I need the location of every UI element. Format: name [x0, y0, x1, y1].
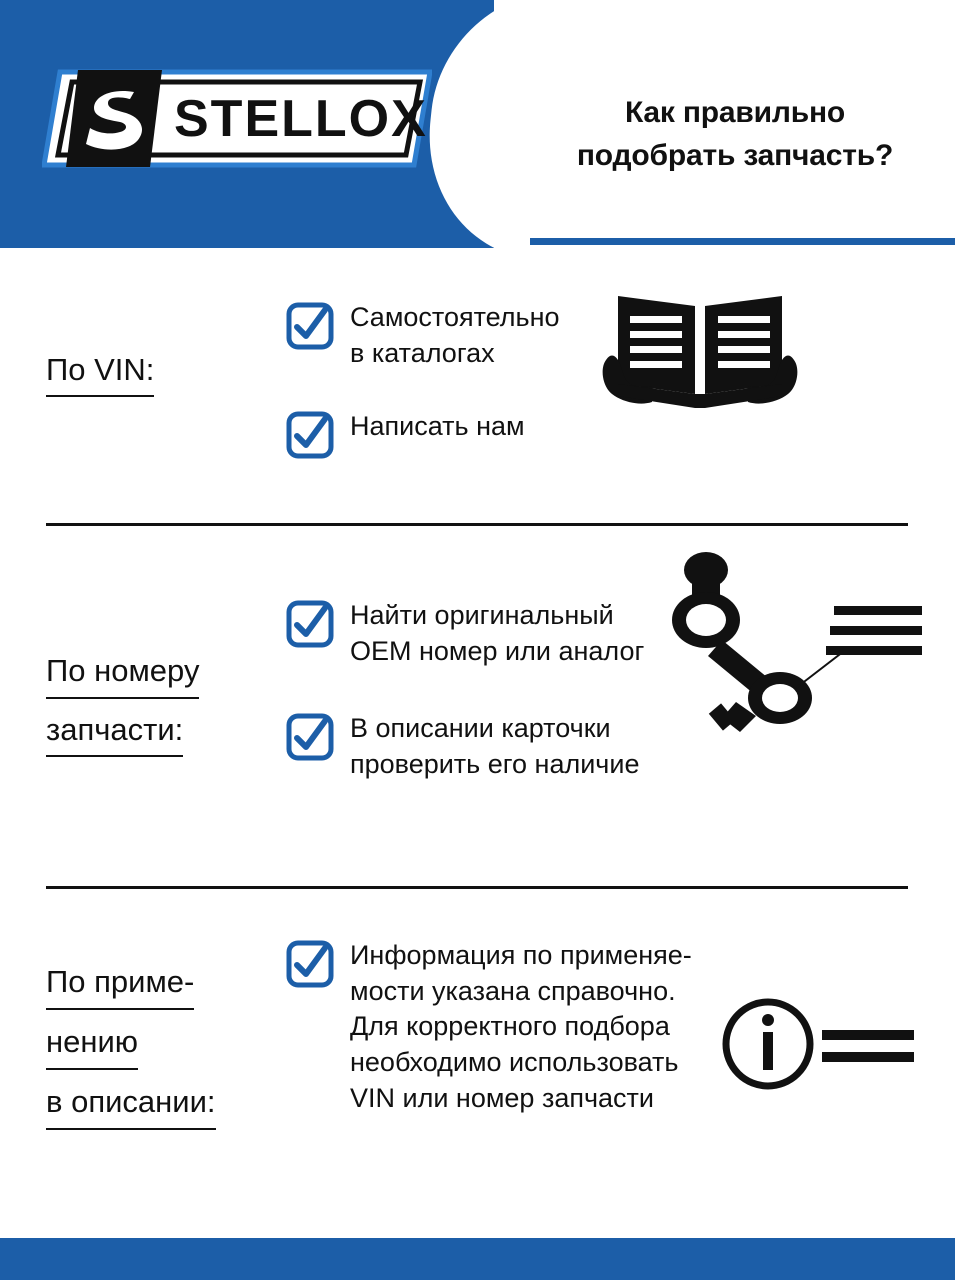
page-title — [530, 92, 940, 177]
check-mark-icon — [286, 411, 334, 459]
section-divider-1 — [46, 523, 908, 526]
section-label-by-part-number-line-2: запчасти: — [46, 707, 183, 758]
list-item-text-line-1: Самостоятельно — [350, 302, 560, 332]
title-underline — [530, 238, 955, 245]
list-item — [286, 711, 644, 782]
list-item-text — [350, 711, 639, 782]
stellox-logo-icon — [42, 66, 432, 171]
list-item-text — [350, 598, 644, 669]
list-item — [286, 409, 560, 459]
section-label-by-vin-line-1: По VIN: — [46, 348, 154, 397]
list-item-text-line-1: Информация по применяе- — [350, 940, 692, 970]
open-catalog-icon — [600, 290, 800, 435]
section-items-by-part-number — [286, 598, 644, 807]
section-label-by-vin — [46, 348, 276, 397]
section-label-by-part-number-line-1: По номеру — [46, 648, 199, 699]
list-item-text-line-1: Написать нам — [350, 411, 525, 442]
list-item-text-line-2: проверить его наличие — [350, 748, 640, 779]
list-item-text-line-2: мости указана справочно. — [350, 975, 676, 1006]
list-item — [286, 598, 644, 669]
page-title-line-1: Как правильно — [624, 96, 846, 129]
stabilizer-link-icon — [648, 548, 928, 753]
section-items-by-vin — [286, 300, 560, 483]
section-label-by-part-number — [46, 648, 306, 757]
list-item — [286, 300, 560, 371]
list-item-text — [350, 938, 692, 1116]
section-label-by-application — [46, 958, 296, 1130]
check-mark-icon — [286, 600, 334, 648]
list-item-text-line-2: OEM номер или аналог — [350, 635, 645, 666]
list-item-text-line-4: необходимо использовать — [350, 1046, 679, 1077]
section-label-by-application-line-1: По приме- — [46, 958, 194, 1010]
list-item-text-line-1: Найти оригинальный — [350, 600, 614, 630]
list-item-text — [350, 300, 560, 371]
section-items-by-application — [286, 938, 692, 1140]
svg-text:STELLOX: STELLOX — [174, 90, 428, 148]
section-label-by-application-line-3: в описании: — [46, 1078, 216, 1130]
page-header — [0, 0, 955, 248]
list-item-text-line-2: в каталогах — [350, 337, 495, 368]
brand-logo — [42, 66, 432, 171]
list-item-text-line-1: В описании карточки — [350, 713, 611, 744]
section-divider-2 — [46, 886, 908, 889]
info-circle-icon — [718, 990, 918, 1105]
page-footer — [0, 1238, 955, 1280]
list-item-text-line-5: VIN или номер запчасти — [350, 1082, 655, 1113]
section-label-by-application-line-2: нению — [46, 1018, 138, 1070]
check-mark-icon — [286, 713, 334, 761]
list-item-text — [350, 409, 525, 445]
list-item — [286, 938, 692, 1116]
main-content — [0, 248, 955, 1238]
list-item-text-line-3: Для корректного подбора — [350, 1011, 670, 1042]
check-mark-icon — [286, 302, 334, 350]
page-title-line-2: подобрать запчасть? — [576, 138, 894, 172]
check-mark-icon — [286, 940, 334, 988]
